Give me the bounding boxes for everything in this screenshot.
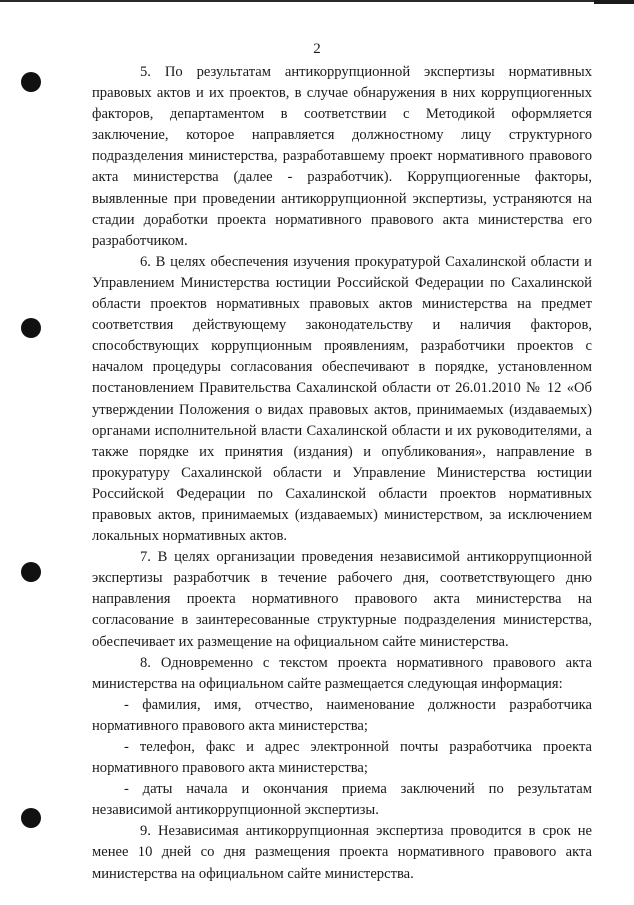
list-item-developer-contacts: - телефон, факс и адрес электронной почты разработчика проекта нормативного правового акта министерства;	[92, 739, 592, 777]
scan-top-edge	[0, 0, 634, 2]
list-item-developer-name: - фамилия, имя, отчество, наименование должности разработчика нормативного правового акта министерства;	[92, 696, 592, 734]
paragraph-6: 6. В целях обеспечения изучения прокуратурой Сахалинской области и Управлением Министерства юстиции Российской Федерации по Сахалинской области проектов нормативных правовых актов министерства на предмет соответствия действующему законодательству и наличия факторов, способствующих коррупционным проявлениям, разработчики проектов с началом процедуры согласования обеспечивают в порядке, установленном постановлением Правительства Сахалинской области от 26.01.2010 № 12 «Об утверждении Положения о видах правовых актов, принимаемых (издаваемых) органами исполнительной власти Сахалинской области и их руководителями, а также порядке их принятия (издания) и опубликования», направление в прокуратуру Сахалинской области и Управление Министерства юстиции Российской Федерации по Сахалинской области проектов нормативных правовых актов, принимаемых (издаваемых) министерством, за исключением локальных нормативных актов.	[92, 253, 592, 545]
paragraph-5: 5. По результатам антикоррупционной экспертизы нормативных правовых актов и их проектов, в случае обнаружения в них коррупциогенных факторов, департаментом в соответствии с Методикой оформляется заключение, которое направляется должностному лицу структурного подразделения министерства, разработавшему проект нормативного правового акта министерства (далее - разработчик). Коррупциогенные факторы, выявленные при проведении антикоррупционной экспертизы, устраняются на стадии доработки проекта нормативного правового акта министерства его разработчиком.	[92, 64, 592, 249]
list-item-dates: - даты начала и окончания приема заключений по результатам независимой антикоррупционной экспертизы.	[92, 781, 592, 819]
paragraph-8: 8. Одновременно с текстом проекта нормативного правового акта министерства на официальном сайте размещается следующая информация:	[92, 654, 592, 692]
document-body	[92, 62, 592, 885]
punch-hole-4	[21, 808, 41, 828]
punch-hole-3	[21, 562, 41, 582]
scan-top-edge-corner	[594, 0, 634, 4]
page-number: 2	[313, 41, 321, 57]
paragraph-7: 7. В целях организации проведения независимой антикоррупционной экспертизы разработчик в течение рабочего дня, соответствующего дню направления проекта нормативного правового акта министерства на согласование в заинтересованные структурные подразделения министерства, обеспечивает их размещение на официальном сайте министерства.	[92, 549, 592, 650]
punch-hole-1	[21, 72, 41, 92]
paragraph-9: 9. Независимая антикоррупционная экспертиза проводится в срок не менее 10 дней со дня размещения проекта нормативного правового акта министерства на официальном сайте министерства.	[92, 823, 592, 882]
punch-hole-2	[21, 318, 41, 338]
